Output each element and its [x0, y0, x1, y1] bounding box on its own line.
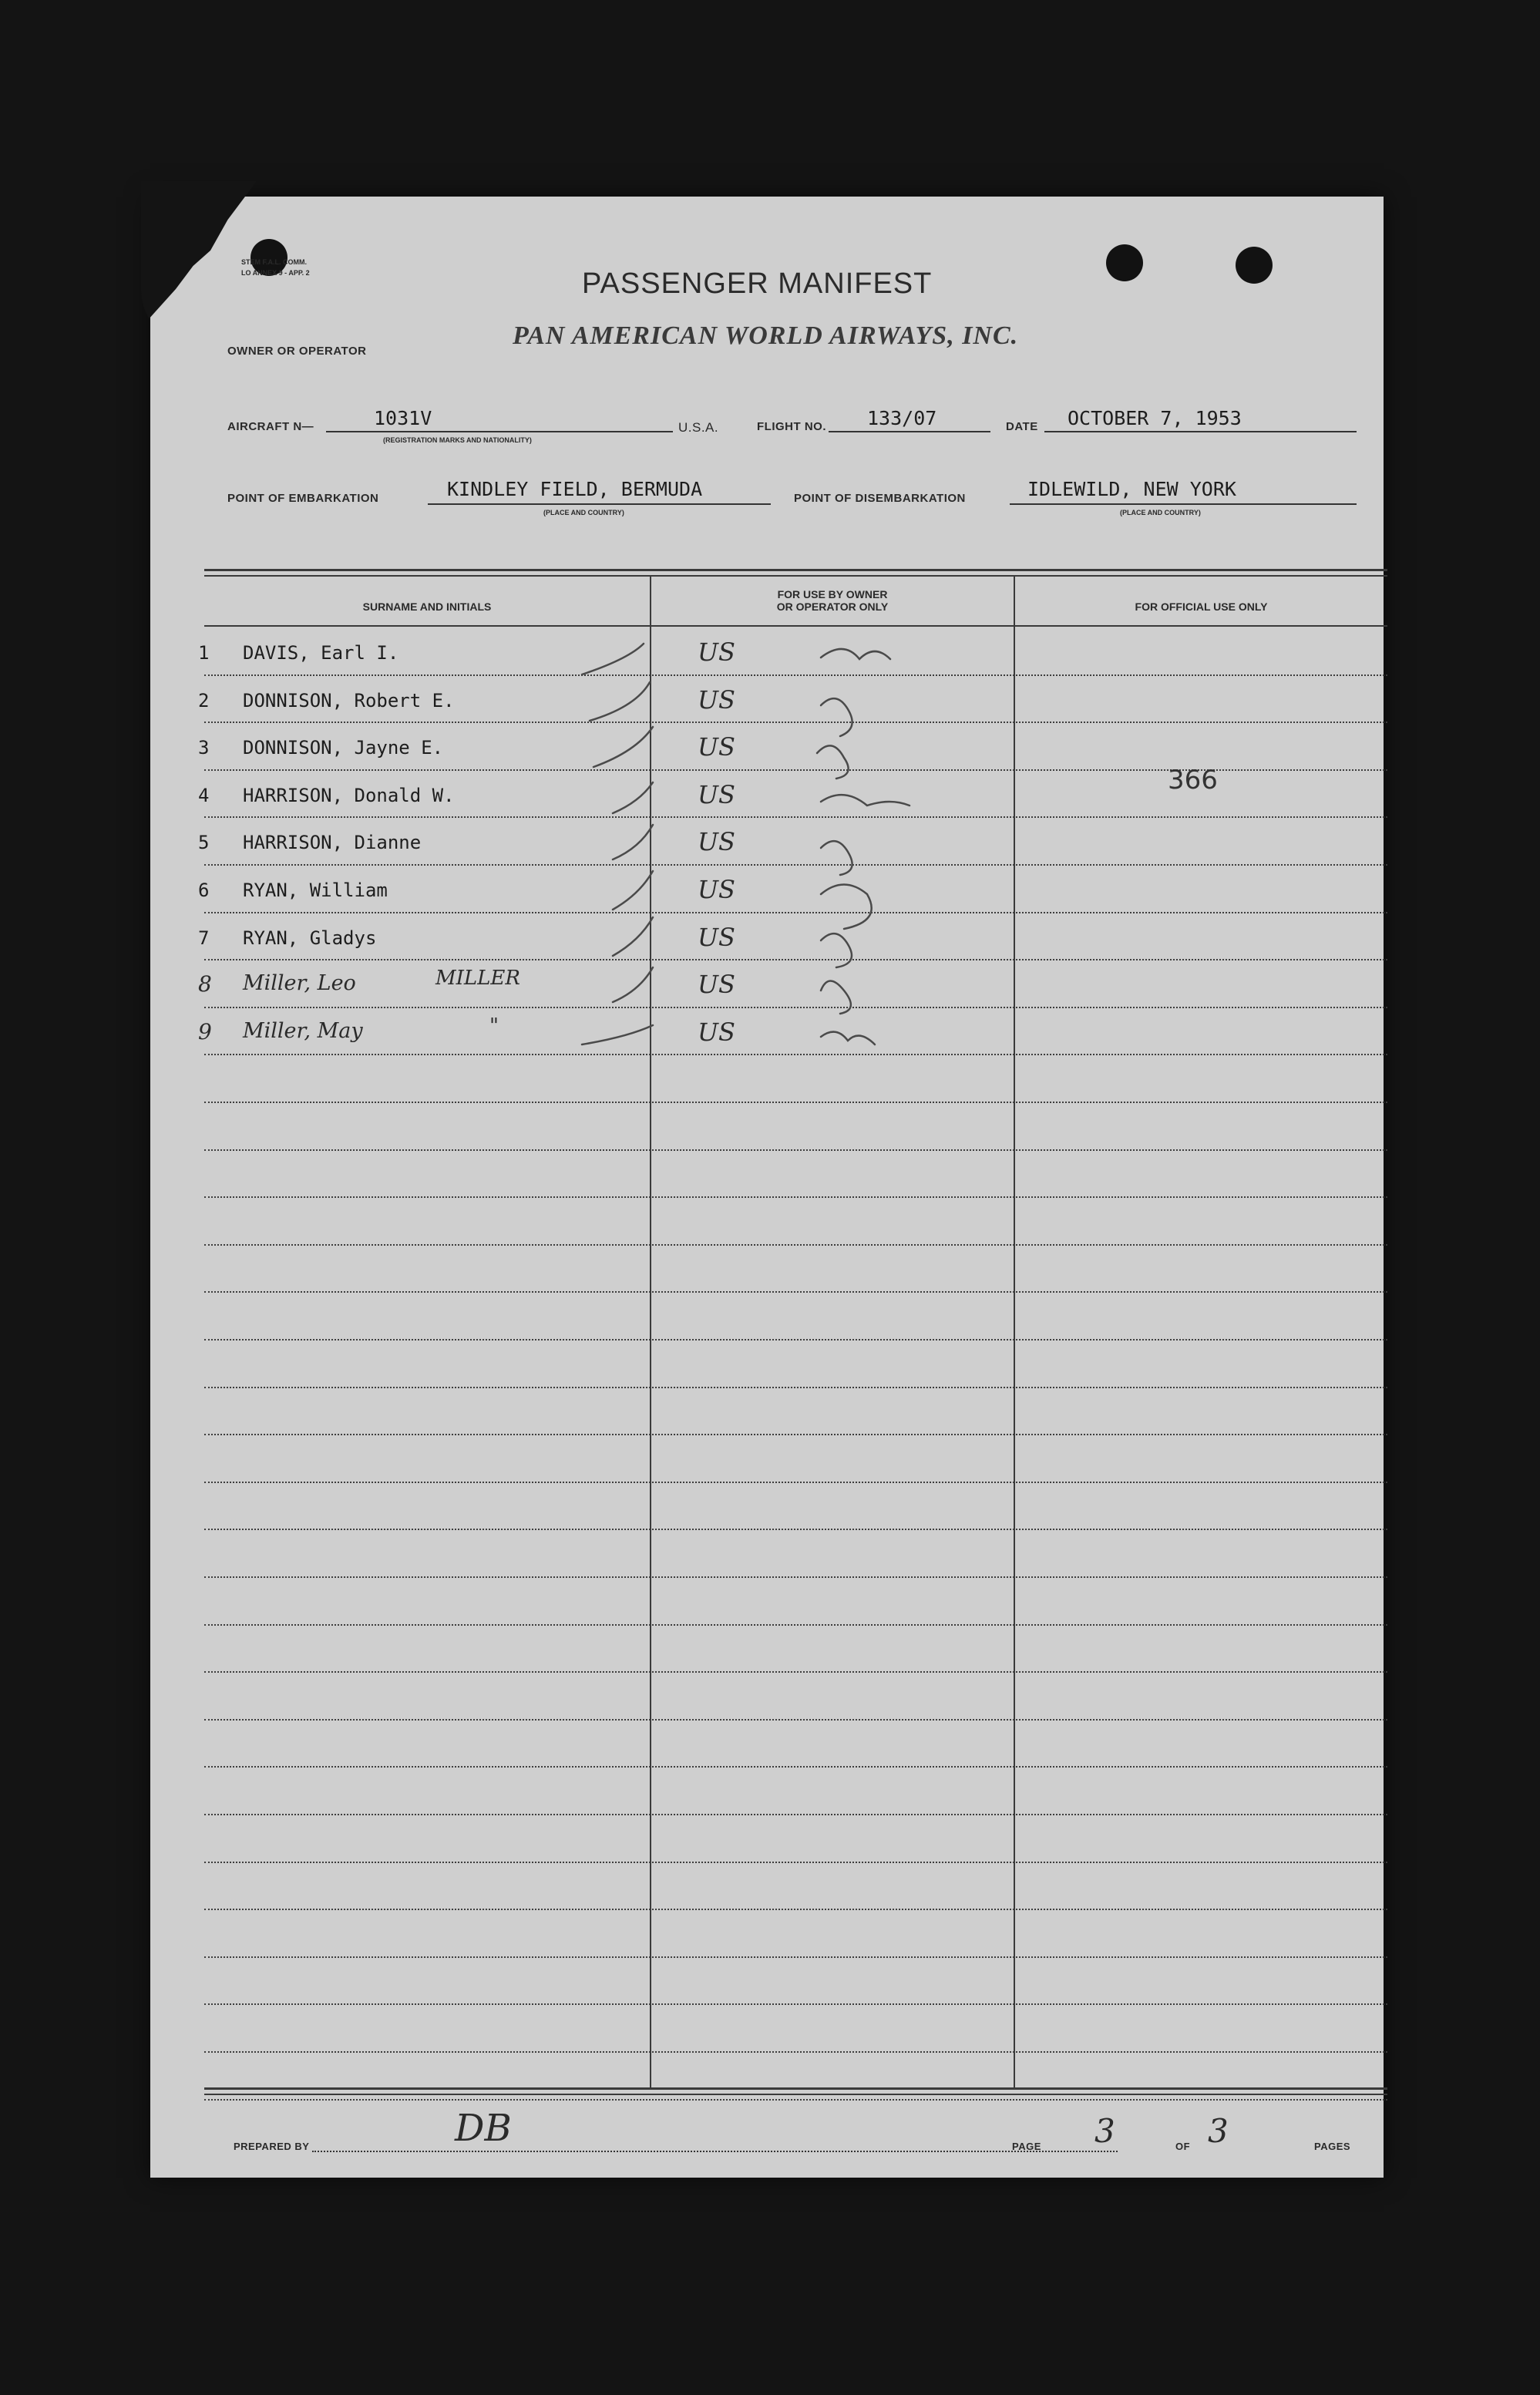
check-mark-3	[593, 727, 653, 767]
pages-label: PAGES	[1314, 2141, 1351, 2152]
page-value: 3	[1094, 2112, 1115, 2150]
check-mark-6	[613, 871, 653, 910]
form-reference-line1: STEM F.A.L. COMM.	[241, 258, 307, 266]
row-rule	[204, 1956, 1387, 1958]
airline-name: PAN AMERICAN WORLD AIRWAYS, INC.	[513, 321, 1019, 350]
row-rule	[204, 1576, 1387, 1578]
row-rule	[204, 816, 1387, 818]
owner-use-mark: US	[698, 875, 735, 904]
passenger-name: Miller, Leo	[243, 971, 356, 996]
flight-underline	[829, 431, 990, 432]
header-owner-use-line2: OR OPERATOR ONLY	[776, 600, 889, 613]
row-rule	[204, 959, 1387, 960]
passenger-name: HARRISON, Dianne	[243, 832, 422, 854]
check-mark-9	[582, 1025, 653, 1044]
row-rule	[204, 722, 1387, 723]
passenger-name: RYAN, William	[243, 880, 388, 901]
row-rule	[204, 2099, 1387, 2101]
of-label: OF	[1175, 2141, 1191, 2152]
row-rule	[204, 1339, 1387, 1340]
table-bottom-rule	[204, 2087, 1387, 2090]
row-rule	[204, 1102, 1387, 1103]
row-number: 3	[198, 737, 210, 759]
official-note: 366	[1168, 765, 1218, 796]
check-mark-2	[590, 682, 650, 721]
row-rule	[204, 1244, 1387, 1246]
row-rule	[204, 1719, 1387, 1721]
row-rule	[204, 1766, 1387, 1768]
scribble-3	[817, 745, 849, 779]
row-rule	[204, 1149, 1387, 1151]
date-label: DATE	[1006, 420, 1038, 433]
owner-use-mark: US	[698, 827, 735, 857]
row-rule	[204, 1909, 1387, 1910]
check-mark-4	[613, 782, 653, 813]
scribble-9	[821, 1032, 875, 1044]
aircraft-label: AIRCRAFT N—	[227, 420, 314, 433]
passenger-name: DONNISON, Jayne E.	[243, 737, 444, 759]
passenger-name: Miller, May	[243, 1018, 363, 1043]
header-official: FOR OFFICIAL USE ONLY	[1135, 600, 1268, 613]
page-label: PAGE	[1012, 2141, 1041, 2152]
table-bottom-rule-2	[204, 2094, 1387, 2095]
passenger-name: HARRISON, Donald W.	[243, 784, 455, 806]
row-rule	[204, 912, 1387, 913]
prepared-by-underline	[312, 2151, 1118, 2153]
check-mark-7	[613, 917, 653, 956]
passenger-name: DONNISON, Robert E.	[243, 689, 455, 711]
of-value: 3	[1208, 2112, 1229, 2150]
owner-use-mark: US	[698, 779, 735, 809]
scribble-2	[821, 698, 852, 736]
row-rule	[204, 1196, 1387, 1198]
passenger-name-annotation: MILLER	[435, 967, 520, 991]
row-number: 2	[198, 689, 210, 711]
owner-use-mark: US	[698, 637, 735, 667]
embarkation-value: KINDLEY FIELD, BERMUDA	[447, 478, 703, 500]
disembarkation-underline	[1010, 503, 1357, 505]
row-rule	[204, 1387, 1387, 1388]
owner-use-mark: US	[698, 922, 735, 952]
registration-note: (REGISTRATION MARKS AND NATIONALITY)	[383, 436, 532, 444]
embarkation-place-note: (PLACE AND COUNTRY)	[543, 509, 624, 516]
punch-hole-right-1	[1106, 244, 1143, 281]
header-bottom-rule	[204, 625, 1387, 627]
form-reference-line2: LO ANNEX 9 - APP. 2	[241, 269, 310, 277]
punch-hole-right-2	[1236, 247, 1273, 284]
prepared-by-label: PREPARED BY	[234, 2141, 310, 2152]
scribble-1	[821, 649, 890, 659]
row-rule	[204, 864, 1387, 866]
date-value: OCTOBER 7, 1953	[1068, 407, 1242, 429]
embarkation-label: POINT OF EMBARKATION	[227, 492, 379, 505]
owner-use-mark: US	[698, 1017, 735, 1047]
page-title: PASSENGER MANIFEST	[582, 267, 933, 300]
usa-label: U.S.A.	[678, 420, 719, 435]
row-rule	[204, 1434, 1387, 1435]
scribble-4	[821, 795, 910, 806]
aircraft-underline	[326, 431, 673, 432]
row-number: 6	[198, 880, 210, 901]
check-mark-1	[582, 644, 644, 674]
torn-corner	[141, 181, 257, 335]
row-rule	[204, 1862, 1387, 1863]
row-number: 9	[198, 1018, 212, 1044]
row-rule	[204, 1814, 1387, 1815]
row-rule	[204, 1671, 1387, 1673]
row-rule	[204, 1624, 1387, 1626]
row-rule	[204, 1007, 1387, 1008]
scribble-5	[821, 841, 852, 875]
row-rule	[204, 1054, 1387, 1055]
disembarkation-value: IDLEWILD, NEW YORK	[1027, 478, 1236, 500]
aircraft-value: 1031V	[374, 407, 432, 429]
header-owner-use-line1: FOR USE BY OWNER	[777, 588, 888, 600]
date-underline	[1044, 431, 1357, 432]
row-number: 4	[198, 784, 210, 806]
check-mark-5	[613, 825, 653, 859]
header-surname: SURNAME AND INITIALS	[362, 600, 492, 613]
row-rule	[204, 1529, 1387, 1530]
scribble-7	[821, 933, 852, 967]
flight-value: 133/07	[867, 407, 937, 429]
row-rule	[204, 1291, 1387, 1293]
prepared-by-value: DB	[455, 2107, 512, 2150]
passenger-name-annotation: "	[489, 1014, 499, 1038]
check-mark-8	[613, 967, 653, 1002]
flight-label: FLIGHT NO.	[757, 420, 826, 433]
table-top-rule-2	[204, 575, 1387, 577]
owner-use-mark: US	[698, 970, 735, 1000]
owner-use-mark: US	[698, 685, 735, 715]
row-rule	[204, 2051, 1387, 2053]
scribble-8	[821, 981, 851, 1014]
row-number: 8	[198, 971, 212, 997]
passenger-name: RYAN, Gladys	[243, 927, 377, 949]
disembarkation-label: POINT OF DISEMBARKATION	[794, 492, 966, 505]
owner-label: OWNER OR OPERATOR	[227, 345, 367, 358]
table-top-rule	[204, 569, 1387, 571]
row-rule	[204, 2003, 1387, 2005]
embarkation-underline	[428, 503, 771, 505]
owner-use-mark: US	[698, 732, 735, 762]
passenger-name: DAVIS, Earl I.	[243, 642, 399, 664]
row-number: 7	[198, 927, 210, 949]
row-rule	[204, 674, 1387, 676]
row-rule	[204, 1482, 1387, 1483]
row-number: 1	[198, 642, 210, 664]
manifest-page	[150, 197, 1384, 2178]
row-number: 5	[198, 832, 210, 854]
scribble-6	[821, 885, 872, 930]
disembarkation-place-note: (PLACE AND COUNTRY)	[1120, 509, 1201, 516]
